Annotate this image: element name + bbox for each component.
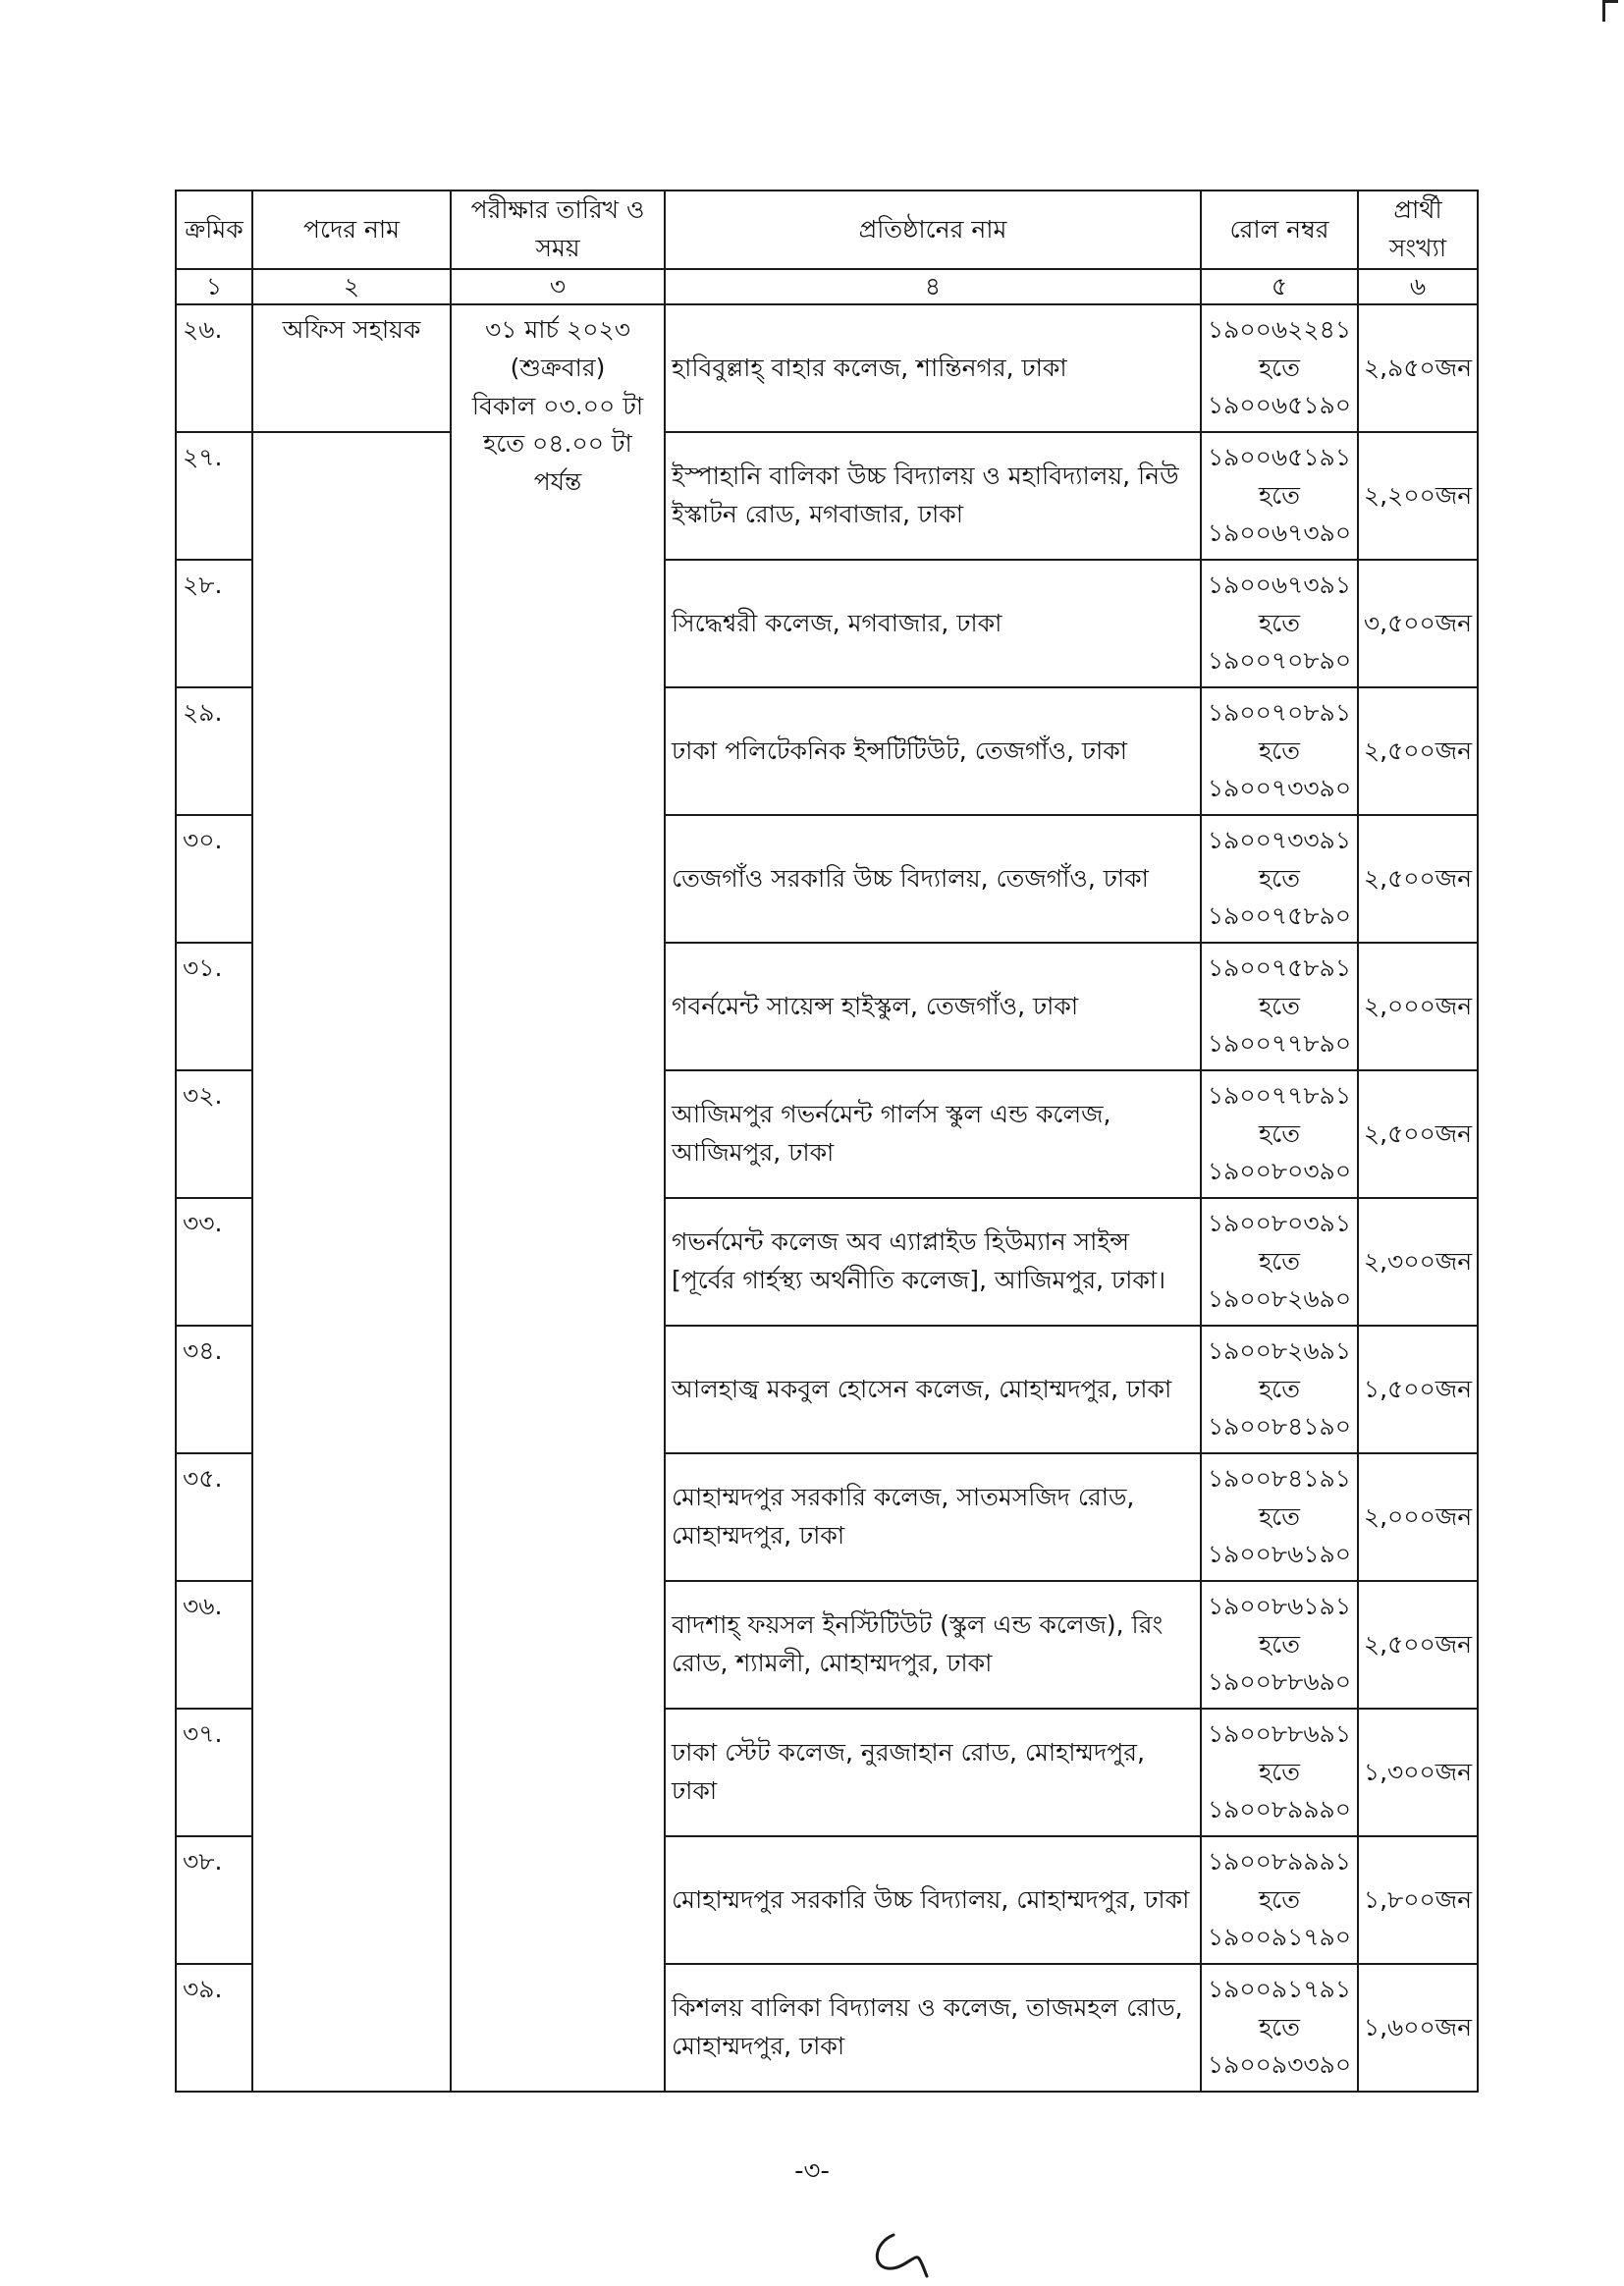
exam-time-start: বিকাল ০৩.০০ টা — [471, 391, 644, 420]
serial-cell: ৩৪. — [176, 1326, 252, 1453]
roll-from: ১৯০০৮০৩৯১ — [1207, 1208, 1352, 1237]
exam-schedule-table — [175, 190, 1479, 2093]
roll-range-cell — [1201, 1453, 1358, 1581]
candidate-count-cell: ২,০০০জন — [1358, 943, 1478, 1070]
serial-cell: ৩৭. — [176, 1709, 252, 1836]
serial-cell: ৩৫. — [176, 1453, 252, 1581]
roll-connector: হতে — [1259, 2012, 1300, 2041]
roll-from: ১৯০০৭৫৮৯১ — [1207, 952, 1352, 982]
exam-time-end: হতে ০৪.০০ টা পর্যন্ত — [483, 429, 632, 496]
institution-cell: সিদ্ধেশ্বরী কলেজ, মগবাজার, ঢাকা — [665, 560, 1201, 687]
serial-cell: ২৬. — [176, 304, 252, 432]
institution-cell: আলহাজ্ব মকবুল হোসেন কলেজ, মোহাম্মদপুর, ঢাকা — [665, 1326, 1201, 1453]
institution-cell: ঢাকা স্টেট কলেজ, নুরজাহান রোড, মোহাম্মদপুর, ঢাকা — [665, 1709, 1201, 1836]
institution-cell: গভর্নমেন্ট কলেজ অব এ্যাপ্লাইড হিউম্যান সাইন্স [পূর্বের গার্হস্থ্য অর্থনীতি কলেজ], আজিমপুর, ঢাকা। — [665, 1198, 1201, 1326]
roll-from: ১৯০০৭০৮৯১ — [1207, 697, 1352, 727]
roll-range-cell — [1201, 943, 1358, 1070]
roll-range-cell — [1201, 1326, 1358, 1453]
candidate-count-cell: ৩,৫০০জন — [1358, 560, 1478, 687]
roll-connector: হতে — [1259, 991, 1300, 1020]
roll-connector: হতে — [1259, 1118, 1300, 1148]
candidate-count-cell: ২,২০০জন — [1358, 432, 1478, 560]
roll-from: ১৯০০৮২৬৯১ — [1207, 1335, 1352, 1365]
candidate-count-cell: ২,৫০০জন — [1358, 1070, 1478, 1198]
header-post-name: পদের নাম — [252, 190, 451, 269]
candidate-count-cell: ২,০০০জন — [1358, 1453, 1478, 1581]
roll-connector: হতে — [1259, 1501, 1300, 1531]
institution-cell: বাদশাহ্ ফয়সল ইনস্টিটিউট (স্কুল এন্ড কলেজ), রিং রোড, শ্যামলী, মোহাম্মদপুর, ঢাকা — [665, 1581, 1201, 1709]
post-name-continuation-cell — [252, 432, 451, 2092]
serial-cell: ৩৬. — [176, 1581, 252, 1709]
exam-day: (শুক্রবার) — [510, 353, 606, 382]
roll-from: ১৯০০৬২২৪১ — [1207, 314, 1352, 344]
roll-to: ১৯০০৯৩৩৯০ — [1207, 2050, 1352, 2080]
roll-range-cell — [1201, 1964, 1358, 2092]
roll-to: ১৯০০৬৫১৯০ — [1207, 391, 1352, 420]
table-row — [176, 304, 1478, 432]
roll-connector: হতে — [1259, 735, 1300, 765]
column-number: ৩ — [451, 269, 665, 304]
roll-from: ১৯০০৬৭৩৯১ — [1207, 570, 1352, 599]
column-number: ২ — [252, 269, 451, 304]
roll-connector: হতে — [1259, 1246, 1300, 1276]
header-candidate-count: প্রার্থী সংখ্যা — [1358, 190, 1478, 269]
institution-cell: হাবিবুল্লাহ্ বাহার কলেজ, শান্তিনগর, ঢাকা — [665, 304, 1201, 432]
roll-connector: হতে — [1259, 863, 1300, 893]
header-institution: প্রতিষ্ঠানের নাম — [665, 190, 1201, 269]
header-roll-number: রোল নম্বর — [1201, 190, 1358, 269]
column-number: ৬ — [1358, 269, 1478, 304]
corner-scan-mark — [1602, 0, 1605, 22]
roll-from: ১৯০০৮৮৬৯১ — [1207, 1718, 1352, 1748]
roll-from: ১৯০০৭৭৮৯১ — [1207, 1080, 1352, 1110]
roll-connector: হতে — [1259, 1374, 1300, 1403]
header-exam-date-time: পরীক্ষার তারিখ ও সময় — [451, 190, 665, 269]
header-row — [176, 190, 1478, 269]
page-number: -৩- — [794, 2156, 830, 2186]
serial-cell: ৩০. — [176, 815, 252, 943]
column-number: ১ — [176, 269, 252, 304]
roll-to: ১৯০০৬৭৩৯০ — [1207, 518, 1352, 548]
roll-to: ১৯০০৮৮৬৯০ — [1207, 1667, 1352, 1697]
roll-connector: হতে — [1259, 608, 1300, 637]
roll-from: ১৯০০৮৬১৯১ — [1207, 1591, 1352, 1620]
candidate-count-cell: ১,৬০০জন — [1358, 1964, 1478, 2092]
institution-cell: আজিমপুর গভর্নমেন্ট গার্লস স্কুল এন্ড কলেজ, আজিমপুর, ঢাকা — [665, 1070, 1201, 1198]
roll-range-cell — [1201, 1709, 1358, 1836]
column-number: ৪ — [665, 269, 1201, 304]
roll-to: ১৯০০৭৩৩৯০ — [1207, 774, 1352, 803]
column-number: ৫ — [1201, 269, 1358, 304]
candidate-count-cell: ২,৯৫০জন — [1358, 304, 1478, 432]
roll-to: ১৯০০৮৯৯৯০ — [1207, 1795, 1352, 1824]
roll-range-cell — [1201, 1198, 1358, 1326]
roll-to: ১৯০০৮২৬৯০ — [1207, 1284, 1352, 1314]
roll-connector: হতে — [1259, 1757, 1300, 1786]
roll-connector: হতে — [1259, 1884, 1300, 1914]
candidate-count-cell: ২,৫০০জন — [1358, 1581, 1478, 1709]
institution-cell: তেজগাঁও সরকারি উচ্চ বিদ্যালয়, তেজগাঁও, ঢাকা — [665, 815, 1201, 943]
roll-range-cell — [1201, 815, 1358, 943]
institution-cell: ঢাকা পলিটেকনিক ইন্সটিটিউট, তেজগাঁও, ঢাকা — [665, 687, 1201, 815]
candidate-count-cell: ১,৩০০জন — [1358, 1709, 1478, 1836]
roll-to: ১৯০০৮৪১৯০ — [1207, 1412, 1352, 1442]
candidate-count-cell: ২,৩০০জন — [1358, 1198, 1478, 1326]
post-name-cell: অফিস সহায়ক — [252, 304, 451, 432]
roll-range-cell — [1201, 1581, 1358, 1709]
serial-cell: ৩৯. — [176, 1964, 252, 2092]
serial-cell: ৩৩. — [176, 1198, 252, 1326]
institution-cell: মোহাম্মদপুর সরকারি কলেজ, সাতমসজিদ রোড, মোহাম্মদপুর, ঢাকা — [665, 1453, 1201, 1581]
roll-range-cell — [1201, 1070, 1358, 1198]
roll-from: ১৯০০৮৯৯৯১ — [1207, 1846, 1352, 1876]
roll-connector: হতে — [1259, 353, 1300, 382]
roll-range-cell — [1201, 560, 1358, 687]
roll-to: ১৯০০৭৭৮৯০ — [1207, 1029, 1352, 1059]
handwritten-initial — [864, 2229, 952, 2278]
roll-range-cell — [1201, 687, 1358, 815]
column-number-row — [176, 269, 1478, 304]
roll-to: ১৯০০৭৫৮৯০ — [1207, 901, 1352, 931]
serial-cell: ৩২. — [176, 1070, 252, 1198]
roll-connector: হতে — [1259, 1629, 1300, 1659]
institution-cell: কিশলয় বালিকা বিদ্যালয় ও কলেজ, তাজমহল রোড, মোহাম্মদপুর, ঢাকা — [665, 1964, 1201, 2092]
header-serial: ক্রমিক — [176, 190, 252, 269]
roll-to: ১৯০০৮৬১৯০ — [1207, 1540, 1352, 1569]
roll-to: ১৯০০৯১৭৯০ — [1207, 1923, 1352, 1952]
serial-cell: ৩১. — [176, 943, 252, 1070]
exam-date-time-cell — [451, 304, 665, 2092]
institution-cell: গবর্নমেন্ট সায়েন্স হাইস্কুল, তেজগাঁও, ঢাকা — [665, 943, 1201, 1070]
roll-to: ১৯০০৭০৮৯০ — [1207, 646, 1352, 676]
roll-connector: হতে — [1259, 480, 1300, 510]
roll-from: ১৯০০৯১৭৯১ — [1207, 1974, 1352, 2003]
roll-range-cell — [1201, 432, 1358, 560]
candidate-count-cell: ১,৫০০জন — [1358, 1326, 1478, 1453]
candidate-count-cell: ১,৮০০জন — [1358, 1836, 1478, 1964]
roll-from: ১৯০০৭৩৩৯১ — [1207, 825, 1352, 854]
candidate-count-cell: ২,৫০০জন — [1358, 815, 1478, 943]
exam-date: ৩১ মার্চ ২০২৩ — [484, 315, 630, 344]
roll-from: ১৯০০৬৫১৯১ — [1207, 442, 1352, 471]
roll-to: ১৯০০৮০৩৯০ — [1207, 1157, 1352, 1186]
table-row — [176, 432, 1478, 560]
candidate-count-cell: ২,৫০০জন — [1358, 687, 1478, 815]
serial-cell: ২৮. — [176, 560, 252, 687]
roll-from: ১৯০০৮৪১৯১ — [1207, 1463, 1352, 1493]
roll-range-cell — [1201, 1836, 1358, 1964]
serial-cell: ৩৮. — [176, 1836, 252, 1964]
roll-range-cell — [1201, 304, 1358, 432]
institution-cell: মোহাম্মদপুর সরকারি উচ্চ বিদ্যালয়, মোহাম্মদপুর, ঢাকা — [665, 1836, 1201, 1964]
serial-cell: ২৯. — [176, 687, 252, 815]
serial-cell: ২৭. — [176, 432, 252, 560]
institution-cell: ইস্পাহানি বালিকা উচ্চ বিদ্যালয় ও মহাবিদ্যালয়, নিউ ইস্কাটন রোড, মগবাজার, ঢাকা — [665, 432, 1201, 560]
